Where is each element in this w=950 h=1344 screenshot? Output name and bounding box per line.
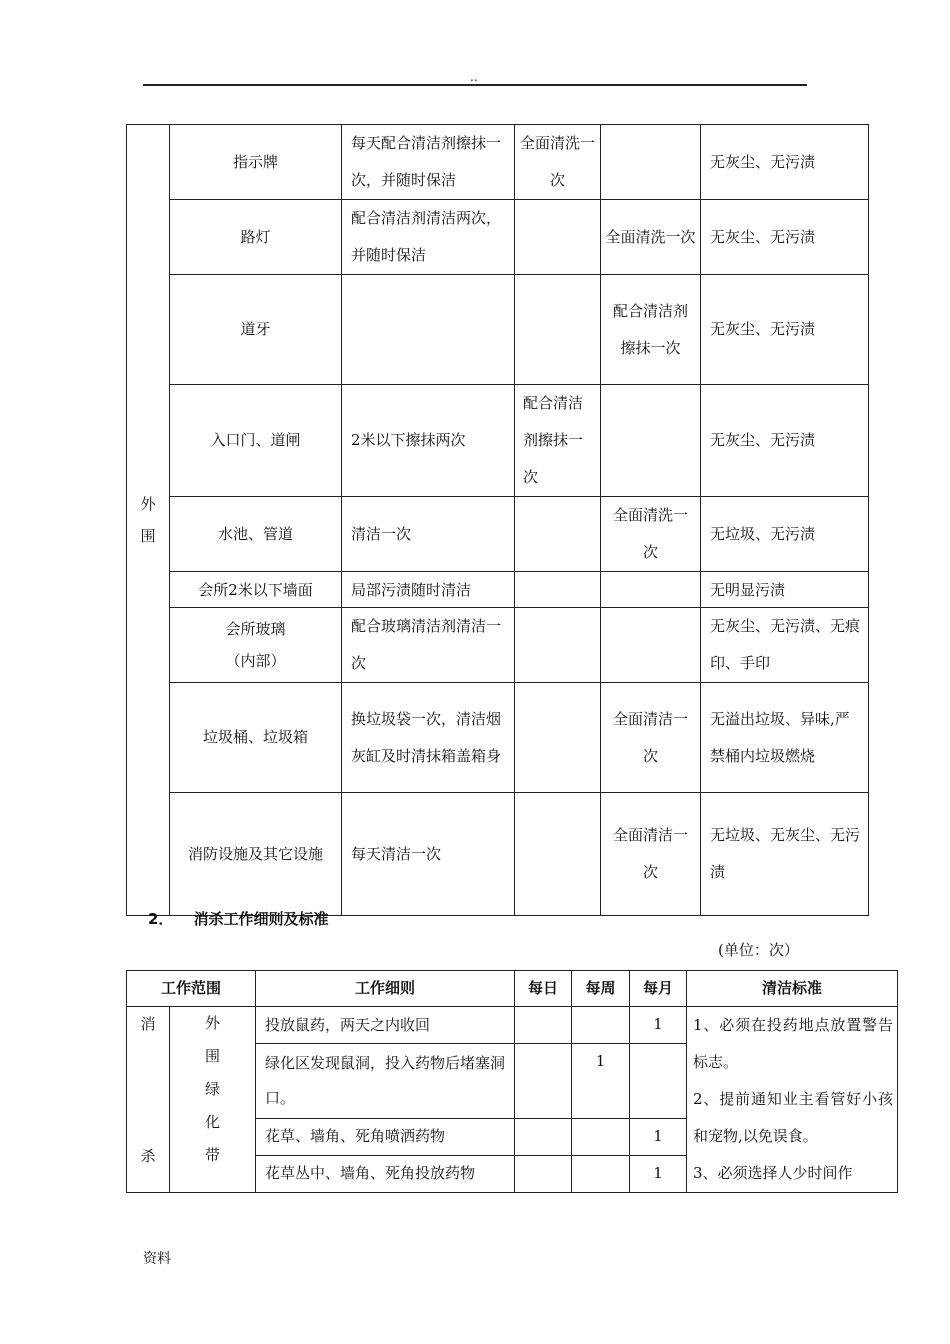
table-row [127, 608, 869, 683]
daily-cell [515, 1155, 572, 1192]
standard-cell: 无明显污渍 [701, 572, 869, 608]
side-label: 外 围 [127, 125, 170, 916]
daily-cell: 每天配合清洁剂擦抹一次，并随时保洁 [342, 125, 515, 200]
item-cell: 会所玻璃 （内部） [170, 608, 342, 683]
weekly-cell [515, 608, 601, 683]
header-detail: 工作细则 [256, 971, 515, 1007]
table-header-row [127, 971, 898, 1007]
weekly-cell: 配合清洁剂擦抹一次 [515, 385, 601, 497]
footer-text: 资料 [143, 1251, 171, 1267]
table-row [127, 200, 869, 275]
item-cell: 水池、管道 [170, 497, 342, 572]
header-rule [143, 84, 807, 86]
weekly-cell: 1 [572, 1044, 630, 1118]
standard-cell: 无垃圾、无污渍 [701, 497, 869, 572]
daily-cell [342, 275, 515, 385]
monthly-cell [601, 572, 701, 608]
monthly-cell [630, 1044, 687, 1118]
scope-sub: 外 围 绿 化 带 [170, 1007, 256, 1193]
daily-cell: 换垃圾袋一次，清洁烟灰缸及时清抹箱盖箱身 [342, 683, 515, 793]
monthly-cell [601, 125, 701, 200]
cleaning-table [126, 124, 869, 916]
table-row [127, 385, 869, 497]
detail-cell: 投放鼠药，两天之内收回 [256, 1007, 515, 1044]
monthly-cell: 全面清洁一次 [601, 793, 701, 916]
item-cell: 道牙 [170, 275, 342, 385]
header-standard: 清洁标准 [687, 971, 898, 1007]
daily-cell: 配合玻璃清洁剂清洁一次 [342, 608, 515, 683]
item-cell: 指示牌 [170, 125, 342, 200]
table-row [127, 497, 869, 572]
item-cell: 垃圾桶、垃圾箱 [170, 683, 342, 793]
header-scope: 工作范围 [127, 971, 256, 1007]
item-cell: 路灯 [170, 200, 342, 275]
scope-main: 消 杀 [127, 1007, 170, 1193]
table-row [127, 1007, 898, 1044]
weekly-cell: 全面清洗一次 [515, 125, 601, 200]
detail-cell: 绿化区发现鼠洞，投入药物后堵塞洞口。 [256, 1044, 515, 1118]
section-title: 2． 消杀工作细则及标准 [148, 910, 329, 928]
header-monthly: 每月 [630, 971, 687, 1007]
weekly-cell [572, 1155, 630, 1192]
monthly-cell [601, 385, 701, 497]
header-daily: 每日 [515, 971, 572, 1007]
daily-cell [515, 1044, 572, 1118]
daily-cell: 每天清洁一次 [342, 793, 515, 916]
weekly-cell [515, 572, 601, 608]
daily-cell [515, 1118, 572, 1155]
daily-cell: 局部污渍随时清洁 [342, 572, 515, 608]
standard-cell: 无垃圾、无灰尘、无污渍 [701, 793, 869, 916]
standard-cell: 无灰尘、无污渍 [701, 200, 869, 275]
detail-cell: 花草、墙角、死角喷洒药物 [256, 1118, 515, 1155]
header-weekly: 每周 [572, 971, 630, 1007]
pest-control-table [126, 970, 898, 1193]
item-cell: 入口门、道闸 [170, 385, 342, 497]
monthly-cell: 全面清洗一次 [601, 200, 701, 275]
monthly-cell: 全面清洗一次 [601, 497, 701, 572]
weekly-cell [572, 1118, 630, 1155]
daily-cell [515, 1007, 572, 1044]
header-mark: .. [470, 70, 478, 84]
weekly-cell [572, 1007, 630, 1044]
monthly-cell: 全面清洁一次 [601, 683, 701, 793]
standard-cell: 无灰尘、无污渍 [701, 275, 869, 385]
weekly-cell [515, 497, 601, 572]
table-row [127, 572, 869, 608]
standard-cell: 1、必须在投药地点放置警告标志。 2、提前通知业主看管好小孩和宠物,以免误食。 3、必须选择人少时间作 [687, 1007, 898, 1193]
monthly-cell: 配合清洁剂擦抹一次 [601, 275, 701, 385]
table-row [127, 683, 869, 793]
detail-cell: 花草丛中、墙角、死角投放药物 [256, 1155, 515, 1192]
table-row [127, 125, 869, 200]
daily-cell: 清洁一次 [342, 497, 515, 572]
weekly-cell [515, 793, 601, 916]
item-cell: 会所2米以下墙面 [170, 572, 342, 608]
weekly-cell [515, 200, 601, 275]
standard-cell: 无灰尘、无污渍 [701, 125, 869, 200]
standard-cell: 无灰尘、无污渍、无痕印、手印 [701, 608, 869, 683]
table-row [127, 275, 869, 385]
weekly-cell [515, 683, 601, 793]
standard-cell: 无溢出垃圾、异味,严禁桶内垃圾燃烧 [701, 683, 869, 793]
unit-note: (单位：次） [718, 941, 799, 959]
table-row [127, 793, 869, 916]
weekly-cell [515, 275, 601, 385]
item-cell: 消防设施及其它设施 [170, 793, 342, 916]
monthly-cell [601, 608, 701, 683]
monthly-cell: 1 [630, 1118, 687, 1155]
standard-cell: 无灰尘、无污渍 [701, 385, 869, 497]
daily-cell: 配合清洁剂清洁两次，并随时保洁 [342, 200, 515, 275]
monthly-cell: 1 [630, 1155, 687, 1192]
monthly-cell: 1 [630, 1007, 687, 1044]
daily-cell: 2米以下擦抹两次 [342, 385, 515, 497]
